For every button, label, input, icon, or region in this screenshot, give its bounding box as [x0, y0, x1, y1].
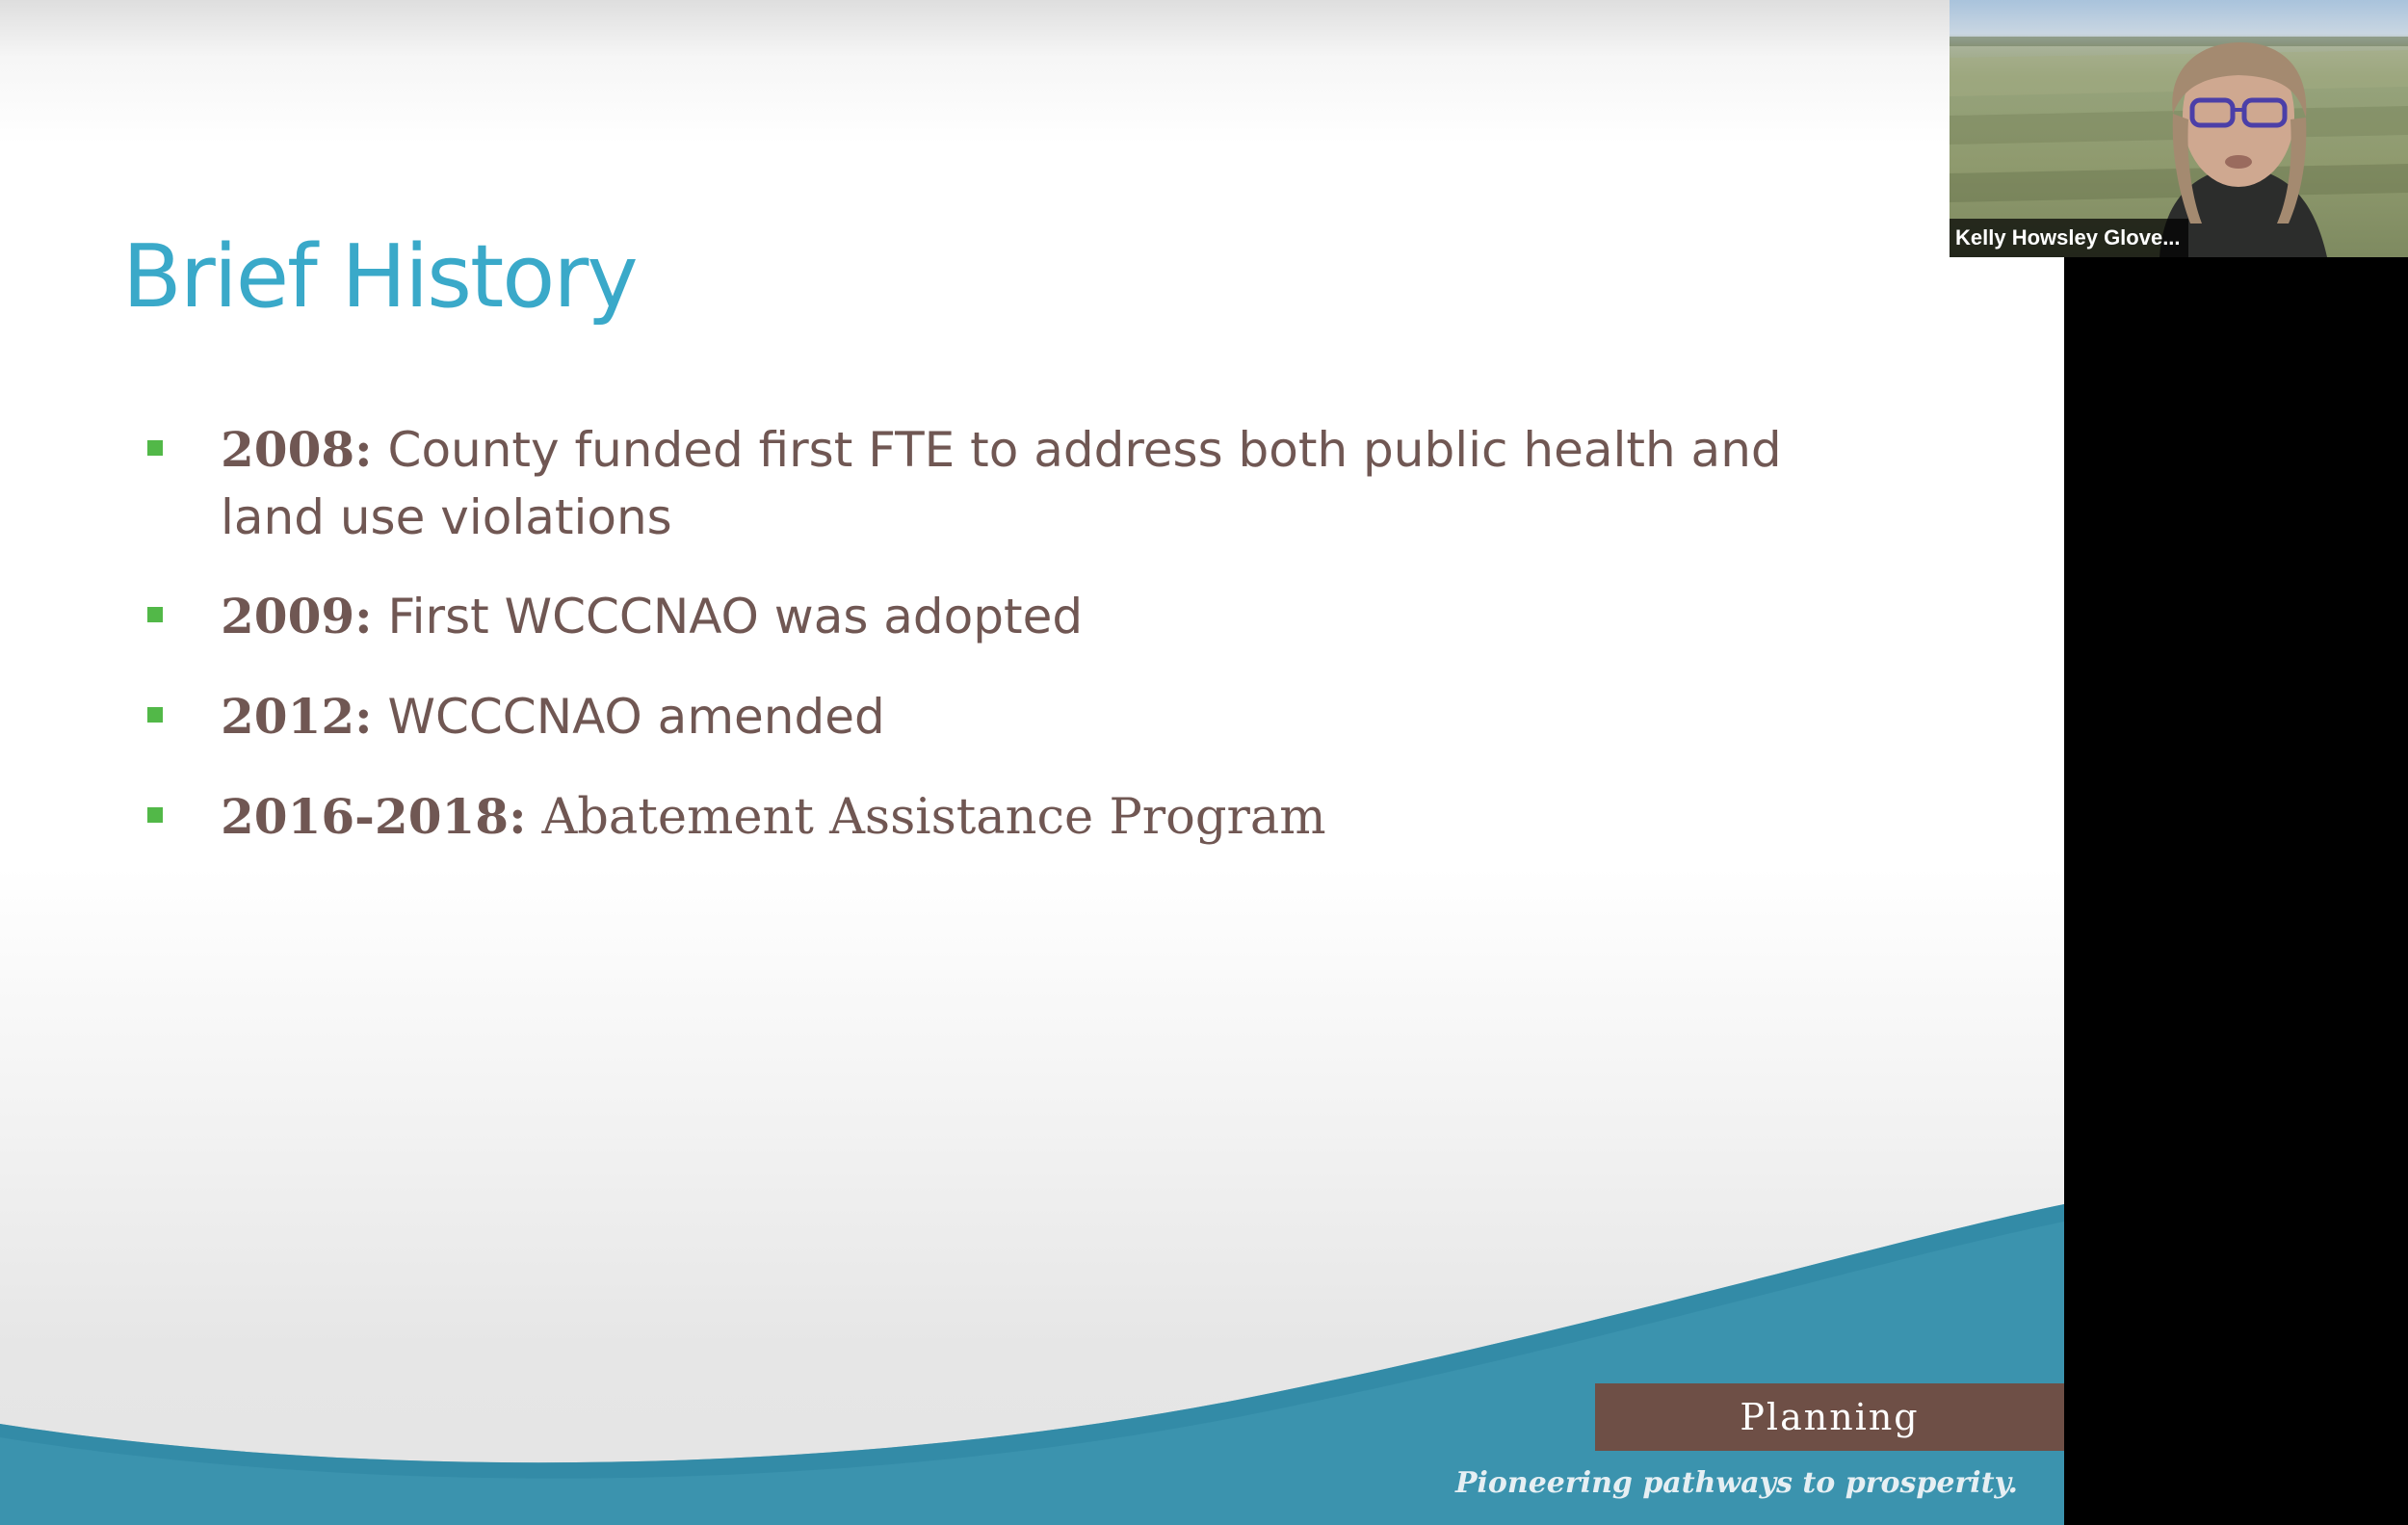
slide-title: Brief History — [122, 226, 637, 328]
bullet-year: 2008: — [221, 421, 373, 478]
slide-tagline: Pioneering pathways to prosperity. — [1454, 1466, 2018, 1500]
bullet-year: 2012: — [221, 688, 373, 745]
bullet-year: 2009: — [221, 588, 373, 644]
bullet-text: WCCCNAO amended — [387, 689, 885, 745]
bullet-text: Abatement Assistance Program — [541, 789, 1326, 846]
participant-name-label: Kelly Howsley Glove... — [1950, 219, 2188, 257]
bullet-text: First WCCCNAO was adopted — [387, 589, 1084, 644]
bullet-year: 2016-2018: — [221, 788, 527, 845]
bullet-text: County funded first FTE to address both public health and land use violations — [221, 422, 1782, 545]
planning-badge: Planning — [1595, 1383, 2064, 1451]
participant-video-tile[interactable] — [1950, 0, 2408, 257]
